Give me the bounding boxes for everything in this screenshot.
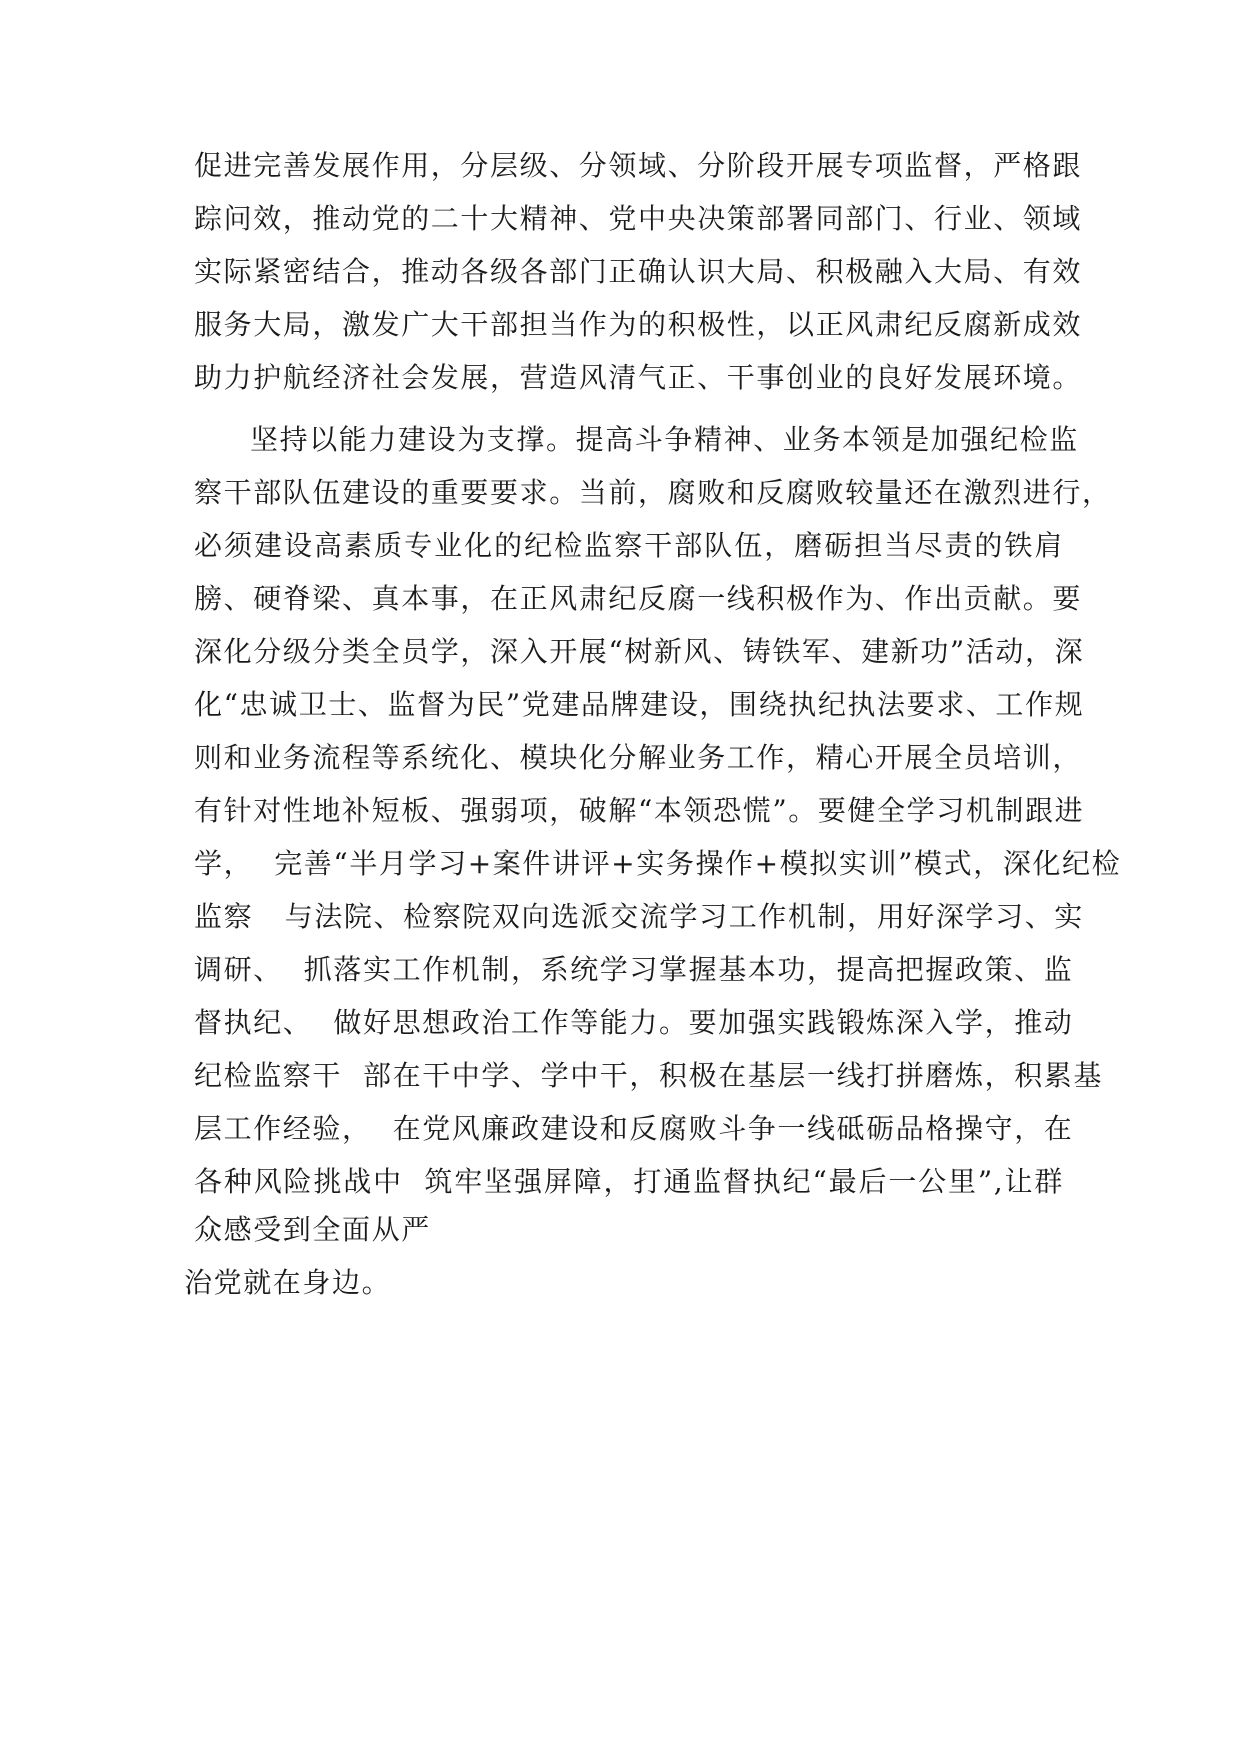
text-line-p2-1: 坚持以能力建设为支撑。提高斗争精神、业务本领是加强纪检监 xyxy=(250,423,1079,456)
text-line-p2-11: 调研、 抓落实工作机制，系统学习掌握基本功，提高把握政策、监 xyxy=(194,953,1074,986)
text-line-p2-6: 化“忠诚卫士、监督为民”党建品牌建设，围绕执纪执法要求、工作规 xyxy=(194,688,1085,721)
text-line-p2-4: 膀、硬脊梁、真本事，在正风肃纪反腐一线积极作为、作出贡献。要 xyxy=(194,582,1083,615)
text-line-p2-8: 有针对性地补短板、强弱项，破解“本领恐慌”。要健全学习机制跟进 xyxy=(194,794,1085,827)
text-line-p2-13: 纪检监察干 部在干中学、学中干，积极在基层一线打拼磨炼，积累基 xyxy=(194,1059,1104,1092)
text-line-p2-2: 察干部队伍建设的重要要求。当前，腐败和反腐败较量还在激烈进行， xyxy=(194,476,1112,509)
text-line-p2-17: 治党就在身边。 xyxy=(184,1266,392,1299)
text-line-p1-1: 促进完善发展作用，分层级、分领域、分阶段开展专项监督，严格跟 xyxy=(194,149,1083,182)
text-line-p1-4: 服务大局，激发广大干部担当作为的积极性，以正风肃纪反腐新成效 xyxy=(194,308,1083,341)
text-line-p2-15: 各种风险挑战中 筑牢坚强屏障，打通监督执纪“最后一公里”,让群 xyxy=(194,1165,1064,1198)
text-line-p2-12: 督执纪、 做好思想政治工作等能力。要加强实践锻炼深入学，推动 xyxy=(194,1006,1074,1039)
text-line-p2-7: 则和业务流程等系统化、模块化分解业务工作，精心开展全员培训， xyxy=(194,741,1083,774)
text-line-p1-2: 踪问效，推动党的二十大精神、党中央决策部署同部门、行业、领域 xyxy=(194,202,1083,235)
text-line-p1-3: 实际紧密结合，推动各级各部门正确认识大局、积极融入大局、有效 xyxy=(194,255,1083,288)
text-line-p2-10: 监察 与法院、检察院双向选派交流学习工作机制，用好深学习、实 xyxy=(194,900,1084,933)
text-line-p1-5: 助力护航经济社会发展，营造风清气正、干事创业的良好发展环境。 xyxy=(194,361,1083,394)
text-line-p2-3: 必须建设高素质专业化的纪检监察干部队伍，磨砺担当尽责的铁肩 xyxy=(194,529,1064,562)
text-line-p2-16: 众感受到全面从严 xyxy=(194,1213,431,1246)
text-line-p2-14: 层工作经验， 在党风廉政建设和反腐败斗争一线砥砺品格操守，在 xyxy=(194,1112,1074,1145)
text-line-p2-5: 深化分级分类全员学，深入开展“树新风、铸铁军、建新功”活动，深 xyxy=(194,635,1085,668)
text-line-p2-9: 学， 完善“半月学习+案件讲评+实务操作+模拟实训”模式，深化纪检 xyxy=(194,847,1122,880)
